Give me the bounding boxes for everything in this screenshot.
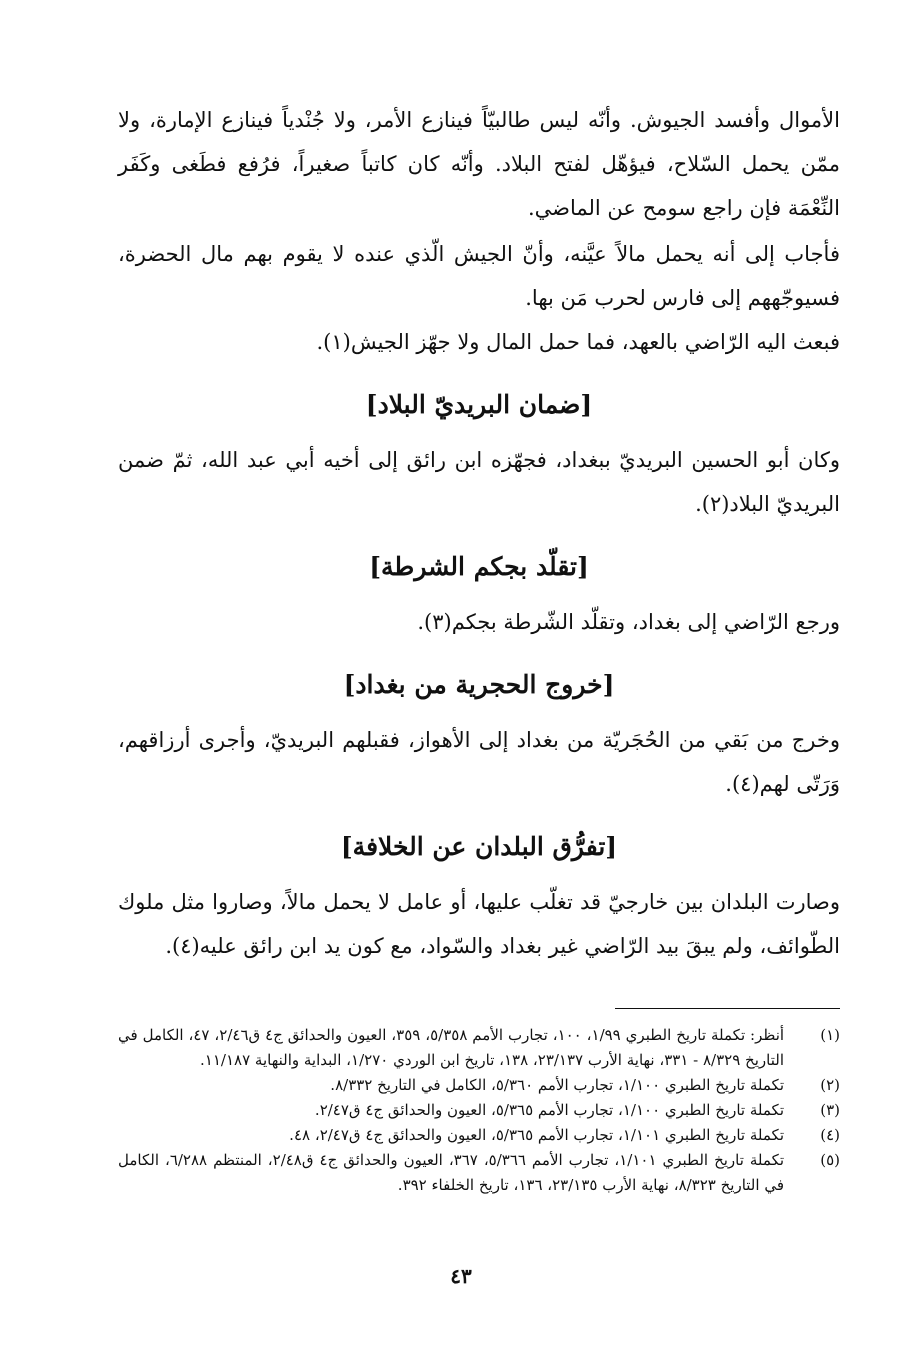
footnote-number: (١) bbox=[820, 1026, 840, 1044]
body-paragraph: فبعث اليه الرّاضي بالعهد، فما حمل المال ولا جهّز الجيش(١). bbox=[316, 330, 840, 354]
footnote bbox=[118, 1148, 840, 1198]
section-heading: [خروج الحجرية من بغداد] bbox=[343, 670, 615, 699]
footnote bbox=[118, 1123, 840, 1148]
footnote-text: أنظر: تكملة تاريخ الطبري ١/٩٩، ١٠٠، تجارب الأمم ٥/٣٥٨، ٣٥٩، العيون والحدائق ج٤ ق٢/٤٦، ٤٧، الكامل في التاريخ ٨/٣٢٩ - ٣٣١، نهاية الأرب ٢٣/١٣٧، ١٣٨، تاريخ ابن الوردي ١/٢٧٠، البداية والنهاية ١١/١٨٧. bbox=[118, 1026, 785, 1069]
footnote-number: (٥) bbox=[820, 1151, 840, 1169]
footnote-number: (٤) bbox=[820, 1126, 840, 1144]
footnote bbox=[118, 1073, 840, 1098]
footnote-text: تكملة تاريخ الطبري ١/١٠١، تجارب الأمم ٥/٣٦٦، ٣٦٧، العيون والحدائق ج٤ ق٢/٤٨، المنتظم ٦/٢٨٨، الكامل في التاريخ ٨/٣٢٣، نهاية الأرب ٢٣/١٣٥، ١٣٦، تاريخ الخلفاء ٣٩٢. bbox=[118, 1151, 785, 1194]
body-paragraph: ورجع الرّاضي إلى بغداد، وتقلّد الشّرطة بجكم(٣). bbox=[417, 610, 840, 634]
footnote-separator bbox=[615, 1008, 840, 1009]
body-paragraph: فأجاب إلى أنه يحمل مالاً عيَّنه، وأنّ الجيش الّذي عنده لا يقوم بهم مال الحضرة، فسيوجّههم إلى فارس لحرب مَن بها. bbox=[118, 242, 840, 310]
body-paragraph: وصارت البلدان بين خارجيّ قد تغلّب عليها، أو عامل لا يحمل مالاً، وصاروا مثل ملوك الطّوائف، ولم يبقَ بيد الرّاضي غير بغداد والسّواد، مع كون يد ابن رائق عليه(٤). bbox=[118, 890, 840, 958]
footnote bbox=[118, 1098, 840, 1123]
footnote-text: تكملة تاريخ الطبري ١/١٠١، تجارب الأمم ٥/٣٦٥، العيون والحدائق ج٤ ق٢/٤٧، ٤٨. bbox=[289, 1126, 784, 1144]
footnotes bbox=[118, 1023, 840, 1198]
page-number: ٤٣ bbox=[450, 1264, 472, 1288]
section-heading: [تقلّد بجكم الشرطة] bbox=[369, 552, 589, 581]
section-heading: [تفرُّق البلدان عن الخلافة] bbox=[340, 832, 618, 861]
footnote-text: تكملة تاريخ الطبري ١/١٠٠، تجارب الأمم ٥/٣٦٠، الكامل في التاريخ ٨/٣٣٢. bbox=[330, 1076, 784, 1094]
body-paragraph: وخرج من بَقي من الحُجَريّة من بغداد إلى الأهواز، فقبلهم البريديّ، وأجرى أرزاقهم، وَرَتّى لهم(٤). bbox=[118, 728, 840, 796]
footnote-number: (٢) bbox=[820, 1076, 840, 1094]
footnote-number: (٣) bbox=[820, 1101, 840, 1119]
footnote-text: تكملة تاريخ الطبري ١/١٠٠، تجارب الأمم ٥/٣٦٥، العيون والحدائق ج٤ ق٢/٤٧. bbox=[314, 1101, 784, 1119]
body-paragraph: وكان أبو الحسين البريديّ ببغداد، فجهّزه ابن رائق إلى أخيه أبي عبد الله، ثمّ ضمن البريديّ البلاد(٢). bbox=[118, 448, 840, 516]
page-content bbox=[118, 98, 840, 1338]
section-heading: [ضمان البريديّ البلاد] bbox=[365, 390, 593, 419]
footnote bbox=[118, 1023, 840, 1073]
body-paragraph: الأموال وأفسد الجيوش. وأنّه ليس طالبيّاً فينازع الأمر، ولا جُنْدياً فينازع الإمارة، ولا ممّن يحمل السّلاح، فيؤهّل لفتح البلاد. وأنّه كان كاتباً صغيراً، فرُفع فطَغى وكَفَر النِّعْمَة فإن راجع سومح عن الماضي. bbox=[118, 108, 840, 220]
